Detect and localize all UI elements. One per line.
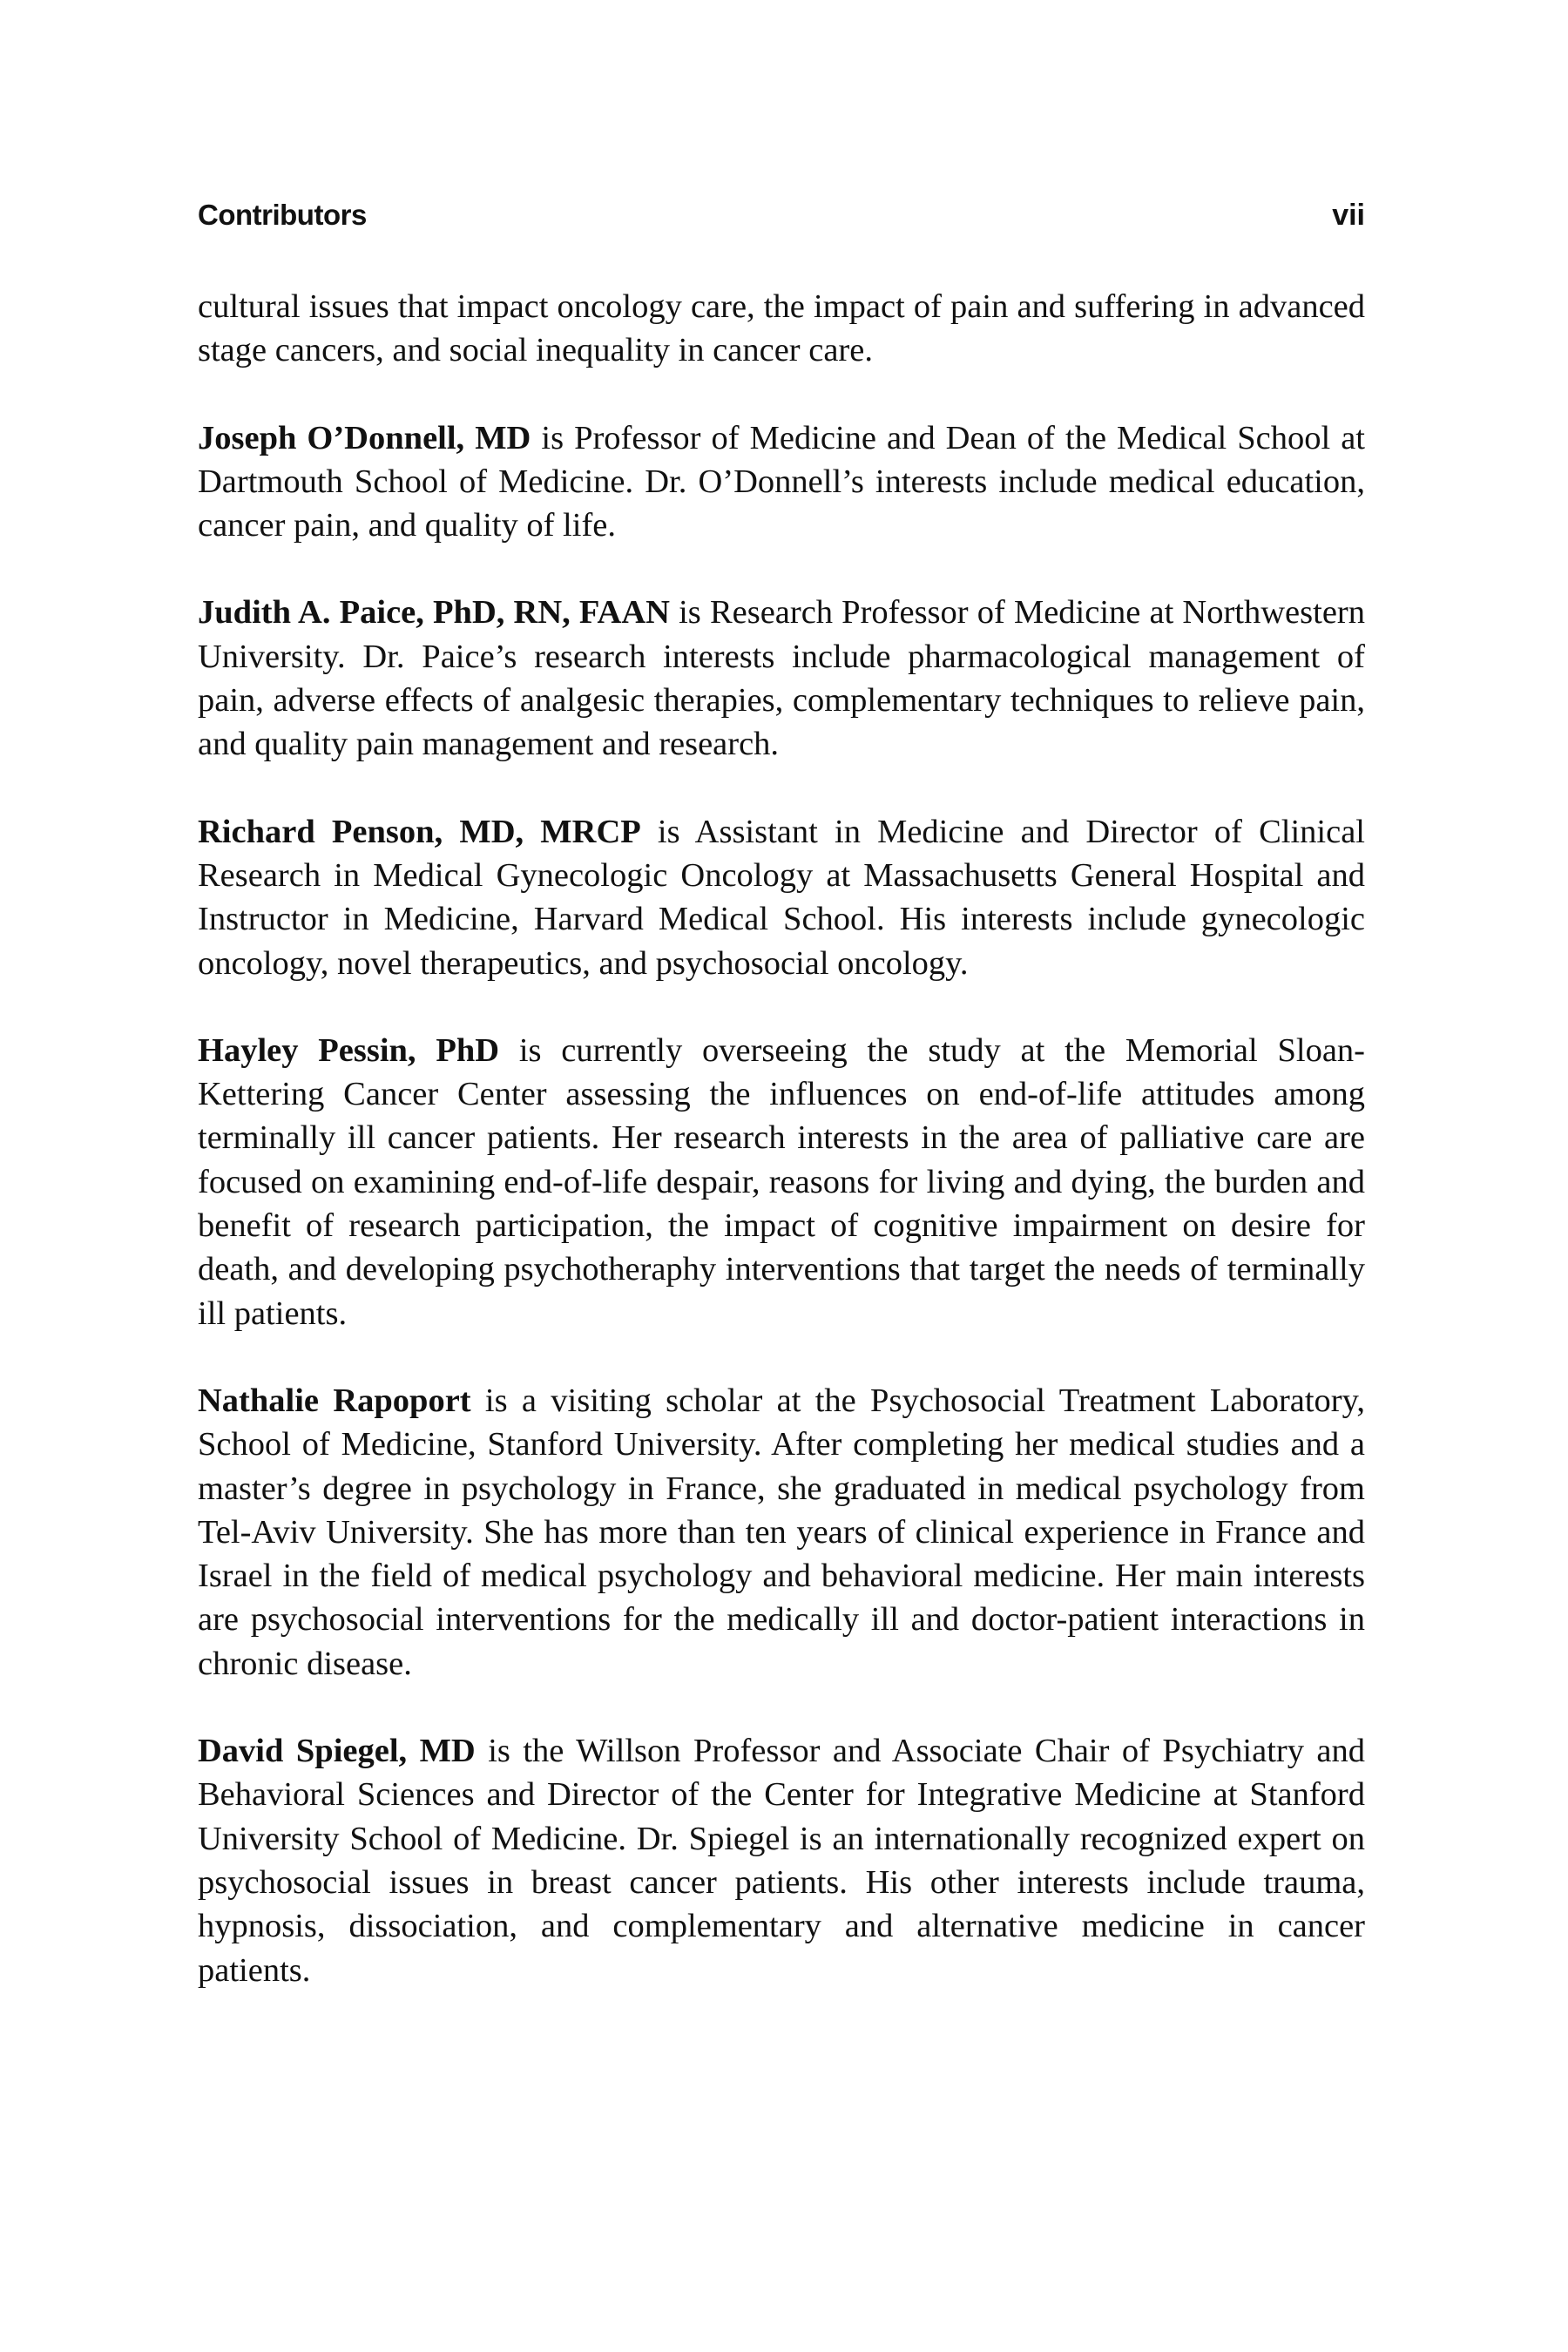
page-number: vii <box>1332 199 1365 232</box>
contributor-bio: is a visiting scholar at the Psychosocial Treatment Laboratory, School of Medicine, Stanford University. After completing her medical studies and a master’s degree in psychology in France, she graduated in medical psychology from Tel-Aviv University. She has more than ten years of clinical experience in France and Israel in the field of medical psychology and behavioral medicine. Her main interests are psychosocial interventions for the medically ill and doctor-patient interactions in chronic disease. <box>198 1382 1365 1682</box>
contributor-bio: is Professor of Medicine and Dean of the Medical School at Dartmouth School of Medicine. Dr. O’Donnell’s interests include medical education, cancer pain, and quality of life. <box>198 419 1365 544</box>
contributor-bio: is currently overseeing the study at the Memorial Sloan-Kettering Cancer Center assessing the influences on end-of-life attitudes among terminally ill cancer patients. Her research interests in the area of palliative care are focused on examining end-of-life despair, reasons for living and dying, the burden and benefit of research participation, the impact of cognitive impairment on desire for death, and developing psychotheraphy interventions that target the needs of terminally ill patients. <box>198 1031 1365 1332</box>
continued-paragraph: cultural issues that impact oncology care, the impact of pain and suffering in advanced stage cancers, and social inequality in cancer care. <box>198 288 1365 369</box>
contributor-name: Judith A. Paice, PhD, RN, FAAN <box>198 594 670 632</box>
contributor-bio: is Research Professor of Medicine at Northwestern University. Dr. Paice’s research interests include pharmacological management of pain, adverse effects of analgesic therapies, complementary techniques to relieve pain, and quality pain management and research. <box>198 594 1365 763</box>
contributors-list <box>198 285 1365 2036</box>
contributor-entry <box>198 591 1365 766</box>
contributor-entry <box>198 1379 1365 1686</box>
contributor-name: Hayley Pessin, PhD <box>198 1031 500 1069</box>
contributor-name: David Spiegel, MD <box>198 1733 476 1770</box>
running-head <box>198 199 1365 251</box>
contributor-bio: is Assistant in Medicine and Director of Clinical Research in Medical Gynecologic Oncology at Massachusetts General Hospital and Instructor in Medicine, Harvard Medical School. His interests include gynecologic oncology, novel therapeutics, and psychosocial oncology. <box>198 813 1365 982</box>
contributor-entry <box>198 416 1365 548</box>
contributor-entry <box>198 1729 1365 1992</box>
section-title: Contributors <box>198 199 367 231</box>
contributor-entry <box>198 1029 1365 1335</box>
contributor-name: Joseph O’Donnell, MD <box>198 419 531 456</box>
contributor-name: Nathalie Rapoport <box>198 1382 471 1419</box>
contributor-name: Richard Penson, MD, MRCP <box>198 813 641 850</box>
contributor-entry <box>198 810 1365 985</box>
contributor-bio: is the Willson Professor and Associate Chair of Psychiatry and Behavioral Sciences and Director of the Center for Integrative Medicine at Stanford University School of Medicine. Dr. Spiegel is an internationally recognized expert on psychosocial issues in breast cancer patients. His other interests include trauma, hypnosis, dissociation, and complementary and alternative medicine in cancer patients. <box>198 1733 1366 1989</box>
